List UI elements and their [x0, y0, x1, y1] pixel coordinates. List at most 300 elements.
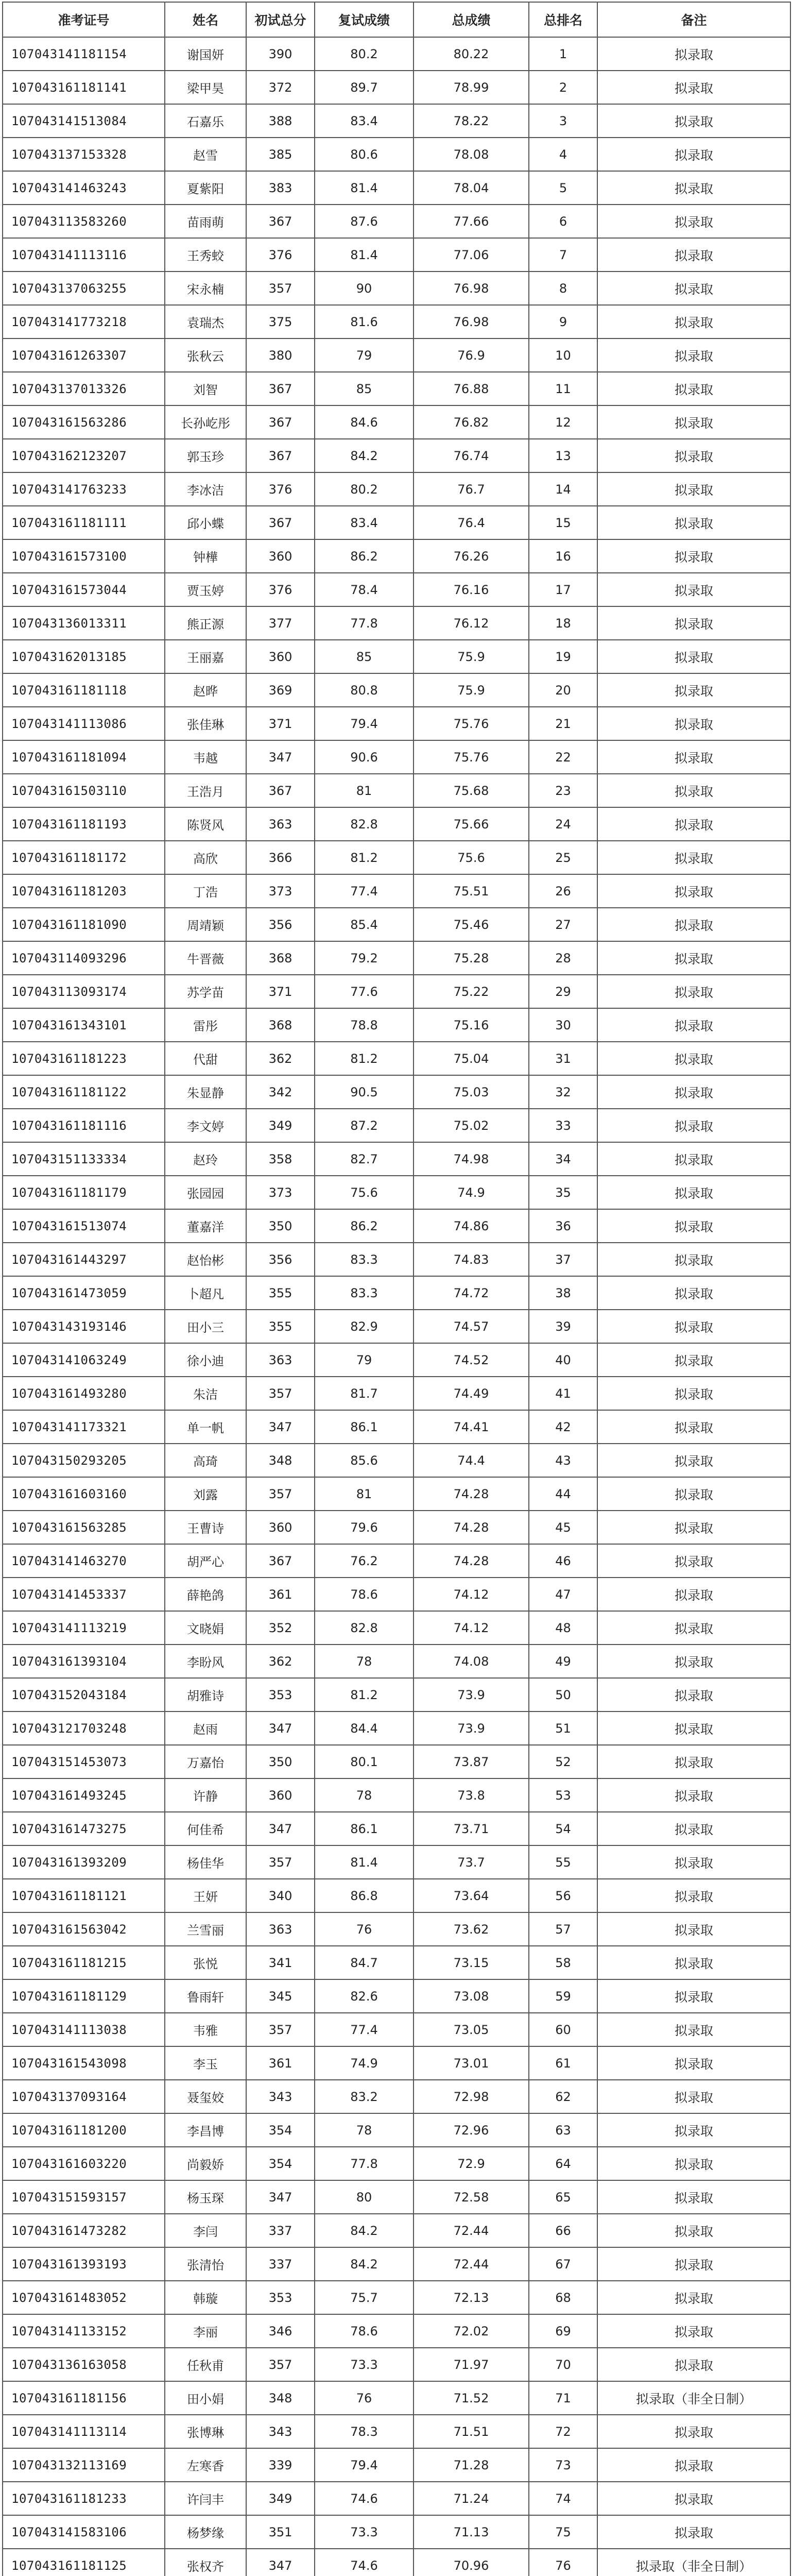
name-cell: 张悦: [165, 1946, 246, 1979]
retest-score-cell: 83.3: [315, 1276, 414, 1310]
total-score-cell: 74.52: [414, 1343, 529, 1377]
table-row: [3, 2415, 790, 2448]
rank-cell: 60: [529, 2013, 597, 2046]
rank-cell: 76: [529, 2549, 597, 2576]
rank-cell: 28: [529, 941, 597, 975]
retest-score-cell: 80: [315, 2180, 414, 2214]
table-row: [3, 1979, 790, 2013]
initial-score-cell: 347: [246, 740, 315, 774]
initial-score-cell: 341: [246, 1946, 315, 1979]
name-cell: 朱显静: [165, 1075, 246, 1109]
name-cell: 许静: [165, 1778, 246, 1812]
table-row: [3, 1879, 790, 1912]
rank-cell: 13: [529, 439, 597, 472]
remark-cell: 拟录取: [597, 2415, 790, 2448]
name-cell: 韦雅: [165, 2013, 246, 2046]
remark-cell: 拟录取: [597, 1176, 790, 1209]
ticket-number-cell: 107043137153328: [3, 138, 165, 171]
retest-score-cell: 86.8: [315, 1879, 414, 1912]
table-row: [3, 1377, 790, 1410]
retest-score-cell: 87.6: [315, 205, 414, 238]
table-row: [3, 908, 790, 941]
rank-cell: 15: [529, 506, 597, 539]
remark-cell: 拟录取: [597, 472, 790, 506]
table-row: [3, 874, 790, 908]
rank-cell: 9: [529, 305, 597, 338]
total-score-cell: 74.4: [414, 1444, 529, 1477]
ticket-number-cell: 107043161263307: [3, 338, 165, 372]
table-row: [3, 1812, 790, 1845]
ticket-number-cell: 107043162123207: [3, 439, 165, 472]
total-score-cell: 72.58: [414, 2180, 529, 2214]
retest-score-cell: 89.7: [315, 71, 414, 104]
rank-cell: 74: [529, 2482, 597, 2515]
initial-score-cell: 361: [246, 1578, 315, 1611]
remark-cell: 拟录取: [597, 1142, 790, 1176]
initial-score-cell: 377: [246, 606, 315, 640]
table-row: [3, 104, 790, 138]
admission-table: [2, 2, 791, 2576]
rank-cell: 26: [529, 874, 597, 908]
total-score-cell: 80.22: [414, 37, 529, 71]
initial-score-cell: 385: [246, 138, 315, 171]
remark-cell: 拟录取: [597, 305, 790, 338]
initial-score-cell: 371: [246, 975, 315, 1008]
remark-cell: 拟录取: [597, 238, 790, 272]
initial-score-cell: 337: [246, 2247, 315, 2281]
initial-score-cell: 348: [246, 2381, 315, 2415]
initial-score-cell: 363: [246, 807, 315, 841]
initial-score-cell: 347: [246, 2180, 315, 2214]
retest-score-cell: 74.9: [315, 2046, 414, 2080]
ticket-number-cell: 107043151593157: [3, 2180, 165, 2214]
retest-score-cell: 77.4: [315, 2013, 414, 2046]
rank-cell: 22: [529, 740, 597, 774]
total-score-cell: 72.96: [414, 2113, 529, 2147]
remark-cell: 拟录取: [597, 1879, 790, 1912]
ticket-number-cell: 107043161181121: [3, 1879, 165, 1912]
ticket-number-cell: 107043113093174: [3, 975, 165, 1008]
rank-cell: 23: [529, 774, 597, 807]
name-cell: 鲁雨轩: [165, 1979, 246, 2013]
initial-score-cell: 360: [246, 1778, 315, 1812]
retest-score-cell: 90.5: [315, 1075, 414, 1109]
remark-cell: 拟录取: [597, 975, 790, 1008]
name-cell: 李冰洁: [165, 472, 246, 506]
retest-score-cell: 81.2: [315, 1678, 414, 1711]
retest-score-cell: 78.3: [315, 2415, 414, 2448]
retest-score-cell: 81.2: [315, 841, 414, 874]
table-row: [3, 1745, 790, 1778]
ticket-number-cell: 107043137063255: [3, 272, 165, 305]
total-score-cell: 75.22: [414, 975, 529, 1008]
ticket-number-cell: 107043141133152: [3, 2314, 165, 2348]
initial-score-cell: 340: [246, 1879, 315, 1912]
rank-cell: 54: [529, 1812, 597, 1845]
total-score-cell: 75.16: [414, 1008, 529, 1042]
table-row: [3, 1008, 790, 1042]
rank-cell: 30: [529, 1008, 597, 1042]
retest-score-cell: 87.2: [315, 1109, 414, 1142]
table-row: [3, 1042, 790, 1075]
table-row: [3, 2381, 790, 2415]
total-score-cell: 73.71: [414, 1812, 529, 1845]
name-cell: 胡雅诗: [165, 1678, 246, 1711]
initial-score-cell: 376: [246, 238, 315, 272]
remark-cell: 拟录取: [597, 841, 790, 874]
name-cell: 胡严心: [165, 1544, 246, 1578]
remark-cell: 拟录取: [597, 2247, 790, 2281]
retest-score-cell: 90: [315, 272, 414, 305]
rank-cell: 57: [529, 1912, 597, 1946]
name-cell: 尚毅娇: [165, 2147, 246, 2180]
rank-cell: 39: [529, 1310, 597, 1343]
table-row: [3, 138, 790, 171]
retest-score-cell: 83.4: [315, 104, 414, 138]
total-score-cell: 74.49: [414, 1377, 529, 1410]
ticket-number-cell: 107043161181118: [3, 673, 165, 707]
name-cell: 代甜: [165, 1042, 246, 1075]
total-score-cell: 73.87: [414, 1745, 529, 1778]
retest-score-cell: 76: [315, 1912, 414, 1946]
total-score-cell: 78.22: [414, 104, 529, 138]
ticket-number-cell: 107043161181172: [3, 841, 165, 874]
initial-score-cell: 347: [246, 1812, 315, 1845]
rank-cell: 75: [529, 2515, 597, 2549]
total-score-cell: 72.44: [414, 2214, 529, 2247]
initial-score-cell: 360: [246, 1511, 315, 1544]
ticket-number-cell: 107043161603220: [3, 2147, 165, 2180]
total-score-cell: 77.06: [414, 238, 529, 272]
total-score-cell: 75.6: [414, 841, 529, 874]
name-cell: 王曹诗: [165, 1511, 246, 1544]
total-score-cell: 71.13: [414, 2515, 529, 2549]
rank-cell: 52: [529, 1745, 597, 1778]
initial-score-cell: 352: [246, 1611, 315, 1645]
rank-cell: 42: [529, 1410, 597, 1444]
table-row: [3, 1109, 790, 1142]
table-row: [3, 1243, 790, 1276]
rank-cell: 14: [529, 472, 597, 506]
total-score-cell: 73.64: [414, 1879, 529, 1912]
remark-cell: 拟录取: [597, 1209, 790, 1243]
table-row: [3, 1711, 790, 1745]
rank-cell: 58: [529, 1946, 597, 1979]
name-cell: 钟樺: [165, 539, 246, 573]
initial-score-cell: 376: [246, 472, 315, 506]
name-cell: 王浩月: [165, 774, 246, 807]
retest-score-cell: 82.8: [315, 807, 414, 841]
retest-score-cell: 79.6: [315, 1511, 414, 1544]
retest-score-cell: 74.6: [315, 2549, 414, 2576]
initial-score-cell: 339: [246, 2448, 315, 2482]
remark-cell: 拟录取: [597, 1611, 790, 1645]
retest-score-cell: 78: [315, 2113, 414, 2147]
ticket-number-cell: 107043161473282: [3, 2214, 165, 2247]
table-row: [3, 1912, 790, 1946]
name-cell: 张园园: [165, 1176, 246, 1209]
initial-score-cell: 353: [246, 2281, 315, 2314]
remark-cell: 拟录取: [597, 1845, 790, 1879]
retest-score-cell: 78.6: [315, 2314, 414, 2348]
retest-score-cell: 84.7: [315, 1946, 414, 1979]
total-score-cell: 74.83: [414, 1243, 529, 1276]
ticket-number-cell: 107043161493245: [3, 1778, 165, 1812]
ticket-number-cell: 107043121703248: [3, 1711, 165, 1745]
initial-score-cell: 376: [246, 573, 315, 606]
table-row: [3, 472, 790, 506]
rank-cell: 69: [529, 2314, 597, 2348]
name-cell: 聂玺姣: [165, 2080, 246, 2113]
rank-cell: 38: [529, 1276, 597, 1310]
remark-cell: 拟录取: [597, 1008, 790, 1042]
retest-score-cell: 76.2: [315, 1544, 414, 1578]
name-cell: 杨玉琛: [165, 2180, 246, 2214]
name-cell: 梁甲昊: [165, 71, 246, 104]
initial-score-cell: 368: [246, 1008, 315, 1042]
retest-score-cell: 77.8: [315, 606, 414, 640]
retest-score-cell: 84.2: [315, 2214, 414, 2247]
name-cell: 邱小蝶: [165, 506, 246, 539]
retest-score-cell: 84.4: [315, 1711, 414, 1745]
total-score-cell: 71.24: [414, 2482, 529, 2515]
name-cell: 张佳琳: [165, 707, 246, 740]
table-row: [3, 1611, 790, 1645]
rank-cell: 47: [529, 1578, 597, 1611]
table-row: [3, 774, 790, 807]
table-row: [3, 338, 790, 372]
total-score-cell: 71.97: [414, 2348, 529, 2381]
retest-score-cell: 85.6: [315, 1444, 414, 1477]
remark-cell: 拟录取: [597, 1745, 790, 1778]
remark-cell: 拟录取: [597, 104, 790, 138]
total-score-cell: 73.08: [414, 1979, 529, 2013]
remark-cell: 拟录取: [597, 2113, 790, 2147]
initial-score-cell: 360: [246, 539, 315, 573]
retest-score-cell: 79.2: [315, 941, 414, 975]
ticket-number-cell: 107043161181233: [3, 2482, 165, 2515]
remark-cell: 拟录取: [597, 874, 790, 908]
total-score-cell: 73.05: [414, 2013, 529, 2046]
rank-cell: 56: [529, 1879, 597, 1912]
name-cell: 左寒香: [165, 2448, 246, 2482]
name-cell: 高琦: [165, 1444, 246, 1477]
retest-score-cell: 73.3: [315, 2515, 414, 2549]
name-cell: 李玉: [165, 2046, 246, 2080]
name-cell: 单一帆: [165, 1410, 246, 1444]
total-score-cell: 76.88: [414, 372, 529, 405]
rank-cell: 7: [529, 238, 597, 272]
rank-cell: 33: [529, 1109, 597, 1142]
retest-score-cell: 90.6: [315, 740, 414, 774]
total-score-cell: 75.9: [414, 673, 529, 707]
name-cell: 王秀蛟: [165, 238, 246, 272]
rank-cell: 20: [529, 673, 597, 707]
rank-cell: 45: [529, 1511, 597, 1544]
remark-cell: 拟录取: [597, 1578, 790, 1611]
table-row: [3, 2314, 790, 2348]
ticket-number-cell: 107043162013185: [3, 640, 165, 673]
table-row: [3, 707, 790, 740]
header-name: 姓名: [165, 2, 246, 37]
ticket-number-cell: 107043161181116: [3, 1109, 165, 1142]
table-row: [3, 1511, 790, 1544]
initial-score-cell: 373: [246, 874, 315, 908]
header-remark: 备注: [597, 2, 790, 37]
rank-cell: 71: [529, 2381, 597, 2415]
remark-cell: 拟录取: [597, 1912, 790, 1946]
retest-score-cell: 79: [315, 338, 414, 372]
table-row: [3, 1544, 790, 1578]
remark-cell: 拟录取: [597, 1711, 790, 1745]
ticket-number-cell: 107043151453073: [3, 1745, 165, 1778]
ticket-number-cell: 107043161181125: [3, 2549, 165, 2576]
initial-score-cell: 357: [246, 272, 315, 305]
initial-score-cell: 373: [246, 1176, 315, 1209]
initial-score-cell: 367: [246, 439, 315, 472]
header-ticket-number: 准考证号: [3, 2, 165, 37]
table-row: [3, 1142, 790, 1176]
total-score-cell: 74.98: [414, 1142, 529, 1176]
remark-cell: 拟录取: [597, 338, 790, 372]
ticket-number-cell: 107043161393104: [3, 1645, 165, 1678]
total-score-cell: 76.26: [414, 539, 529, 573]
initial-score-cell: 350: [246, 1209, 315, 1243]
table-row: [3, 2013, 790, 2046]
initial-score-cell: 347: [246, 2549, 315, 2576]
remark-cell: 拟录取: [597, 405, 790, 439]
rank-cell: 72: [529, 2415, 597, 2448]
rank-cell: 16: [529, 539, 597, 573]
ticket-number-cell: 107043161181090: [3, 908, 165, 941]
table-row: [3, 673, 790, 707]
total-score-cell: 73.01: [414, 2046, 529, 2080]
retest-score-cell: 78: [315, 1645, 414, 1678]
ticket-number-cell: 107043161563285: [3, 1511, 165, 1544]
total-score-cell: 77.66: [414, 205, 529, 238]
rank-cell: 29: [529, 975, 597, 1008]
name-cell: 许闫丰: [165, 2482, 246, 2515]
retest-score-cell: 82.6: [315, 1979, 414, 2013]
ticket-number-cell: 107043161513074: [3, 1209, 165, 1243]
retest-score-cell: 84.2: [315, 2247, 414, 2281]
total-score-cell: 75.76: [414, 740, 529, 774]
ticket-number-cell: 107043141113086: [3, 707, 165, 740]
name-cell: 高欣: [165, 841, 246, 874]
total-score-cell: 76.98: [414, 272, 529, 305]
name-cell: 文晓娟: [165, 1611, 246, 1645]
ticket-number-cell: 107043141583106: [3, 2515, 165, 2549]
name-cell: 张博琳: [165, 2415, 246, 2448]
table-row: [3, 1444, 790, 1477]
header-row: [3, 2, 790, 37]
retest-score-cell: 81: [315, 1477, 414, 1511]
total-score-cell: 72.98: [414, 2080, 529, 2113]
name-cell: 李盼风: [165, 1645, 246, 1678]
total-score-cell: 76.74: [414, 439, 529, 472]
table-row: [3, 439, 790, 472]
table-row: [3, 606, 790, 640]
name-cell: 任秋甫: [165, 2348, 246, 2381]
rank-cell: 46: [529, 1544, 597, 1578]
initial-score-cell: 388: [246, 104, 315, 138]
name-cell: 田小三: [165, 1310, 246, 1343]
ticket-number-cell: 107043141113114: [3, 2415, 165, 2448]
remark-cell: 拟录取: [597, 1410, 790, 1444]
total-score-cell: 76.9: [414, 338, 529, 372]
name-cell: 杨佳华: [165, 1845, 246, 1879]
table-row: [3, 2482, 790, 2515]
initial-score-cell: 354: [246, 2113, 315, 2147]
header-initial-score: 初试总分: [246, 2, 315, 37]
name-cell: 周靖颖: [165, 908, 246, 941]
initial-score-cell: 355: [246, 1276, 315, 1310]
ticket-number-cell: 107043161181203: [3, 874, 165, 908]
table-row: [3, 2080, 790, 2113]
total-score-cell: 73.62: [414, 1912, 529, 1946]
retest-score-cell: 81: [315, 774, 414, 807]
ticket-number-cell: 107043161573100: [3, 539, 165, 573]
name-cell: 杨梦缘: [165, 2515, 246, 2549]
rank-cell: 50: [529, 1678, 597, 1711]
table-row: [3, 640, 790, 673]
initial-score-cell: 367: [246, 774, 315, 807]
retest-score-cell: 86.1: [315, 1812, 414, 1845]
initial-score-cell: 349: [246, 1109, 315, 1142]
table-row: [3, 539, 790, 573]
header-retest-score: 复试成绩: [315, 2, 414, 37]
table-row: [3, 1176, 790, 1209]
table-row: [3, 2214, 790, 2247]
remark-cell: 拟录取: [597, 2214, 790, 2247]
retest-score-cell: 81.4: [315, 238, 414, 272]
ticket-number-cell: 107043161473275: [3, 1812, 165, 1845]
ticket-number-cell: 107043161181111: [3, 506, 165, 539]
total-score-cell: 72.13: [414, 2281, 529, 2314]
remark-cell: 拟录取: [597, 1276, 790, 1310]
table-row: [3, 1578, 790, 1611]
retest-score-cell: 81.2: [315, 1042, 414, 1075]
name-cell: 赵雨: [165, 1711, 246, 1745]
ticket-number-cell: 107043161181223: [3, 1042, 165, 1075]
retest-score-cell: 86.1: [315, 1410, 414, 1444]
table-row: [3, 305, 790, 338]
ticket-number-cell: 107043141113038: [3, 2013, 165, 2046]
rank-cell: 27: [529, 908, 597, 941]
table-row: [3, 2549, 790, 2576]
rank-cell: 1: [529, 37, 597, 71]
initial-score-cell: 354: [246, 2147, 315, 2180]
name-cell: 熊正源: [165, 606, 246, 640]
retest-score-cell: 85: [315, 372, 414, 405]
rank-cell: 8: [529, 272, 597, 305]
total-score-cell: 73.9: [414, 1711, 529, 1745]
ticket-number-cell: 107043161181141: [3, 71, 165, 104]
table-row: [3, 740, 790, 774]
table-row: [3, 1678, 790, 1711]
initial-score-cell: 351: [246, 2515, 315, 2549]
total-score-cell: 78.08: [414, 138, 529, 171]
initial-score-cell: 361: [246, 2046, 315, 2080]
ticket-number-cell: 107043161393209: [3, 1845, 165, 1879]
rank-cell: 18: [529, 606, 597, 640]
remark-cell: 拟录取: [597, 439, 790, 472]
ticket-number-cell: 107043113583260: [3, 205, 165, 238]
remark-cell: 拟录取: [597, 71, 790, 104]
rank-cell: 61: [529, 2046, 597, 2080]
retest-score-cell: 77.6: [315, 975, 414, 1008]
rank-cell: 2: [529, 71, 597, 104]
